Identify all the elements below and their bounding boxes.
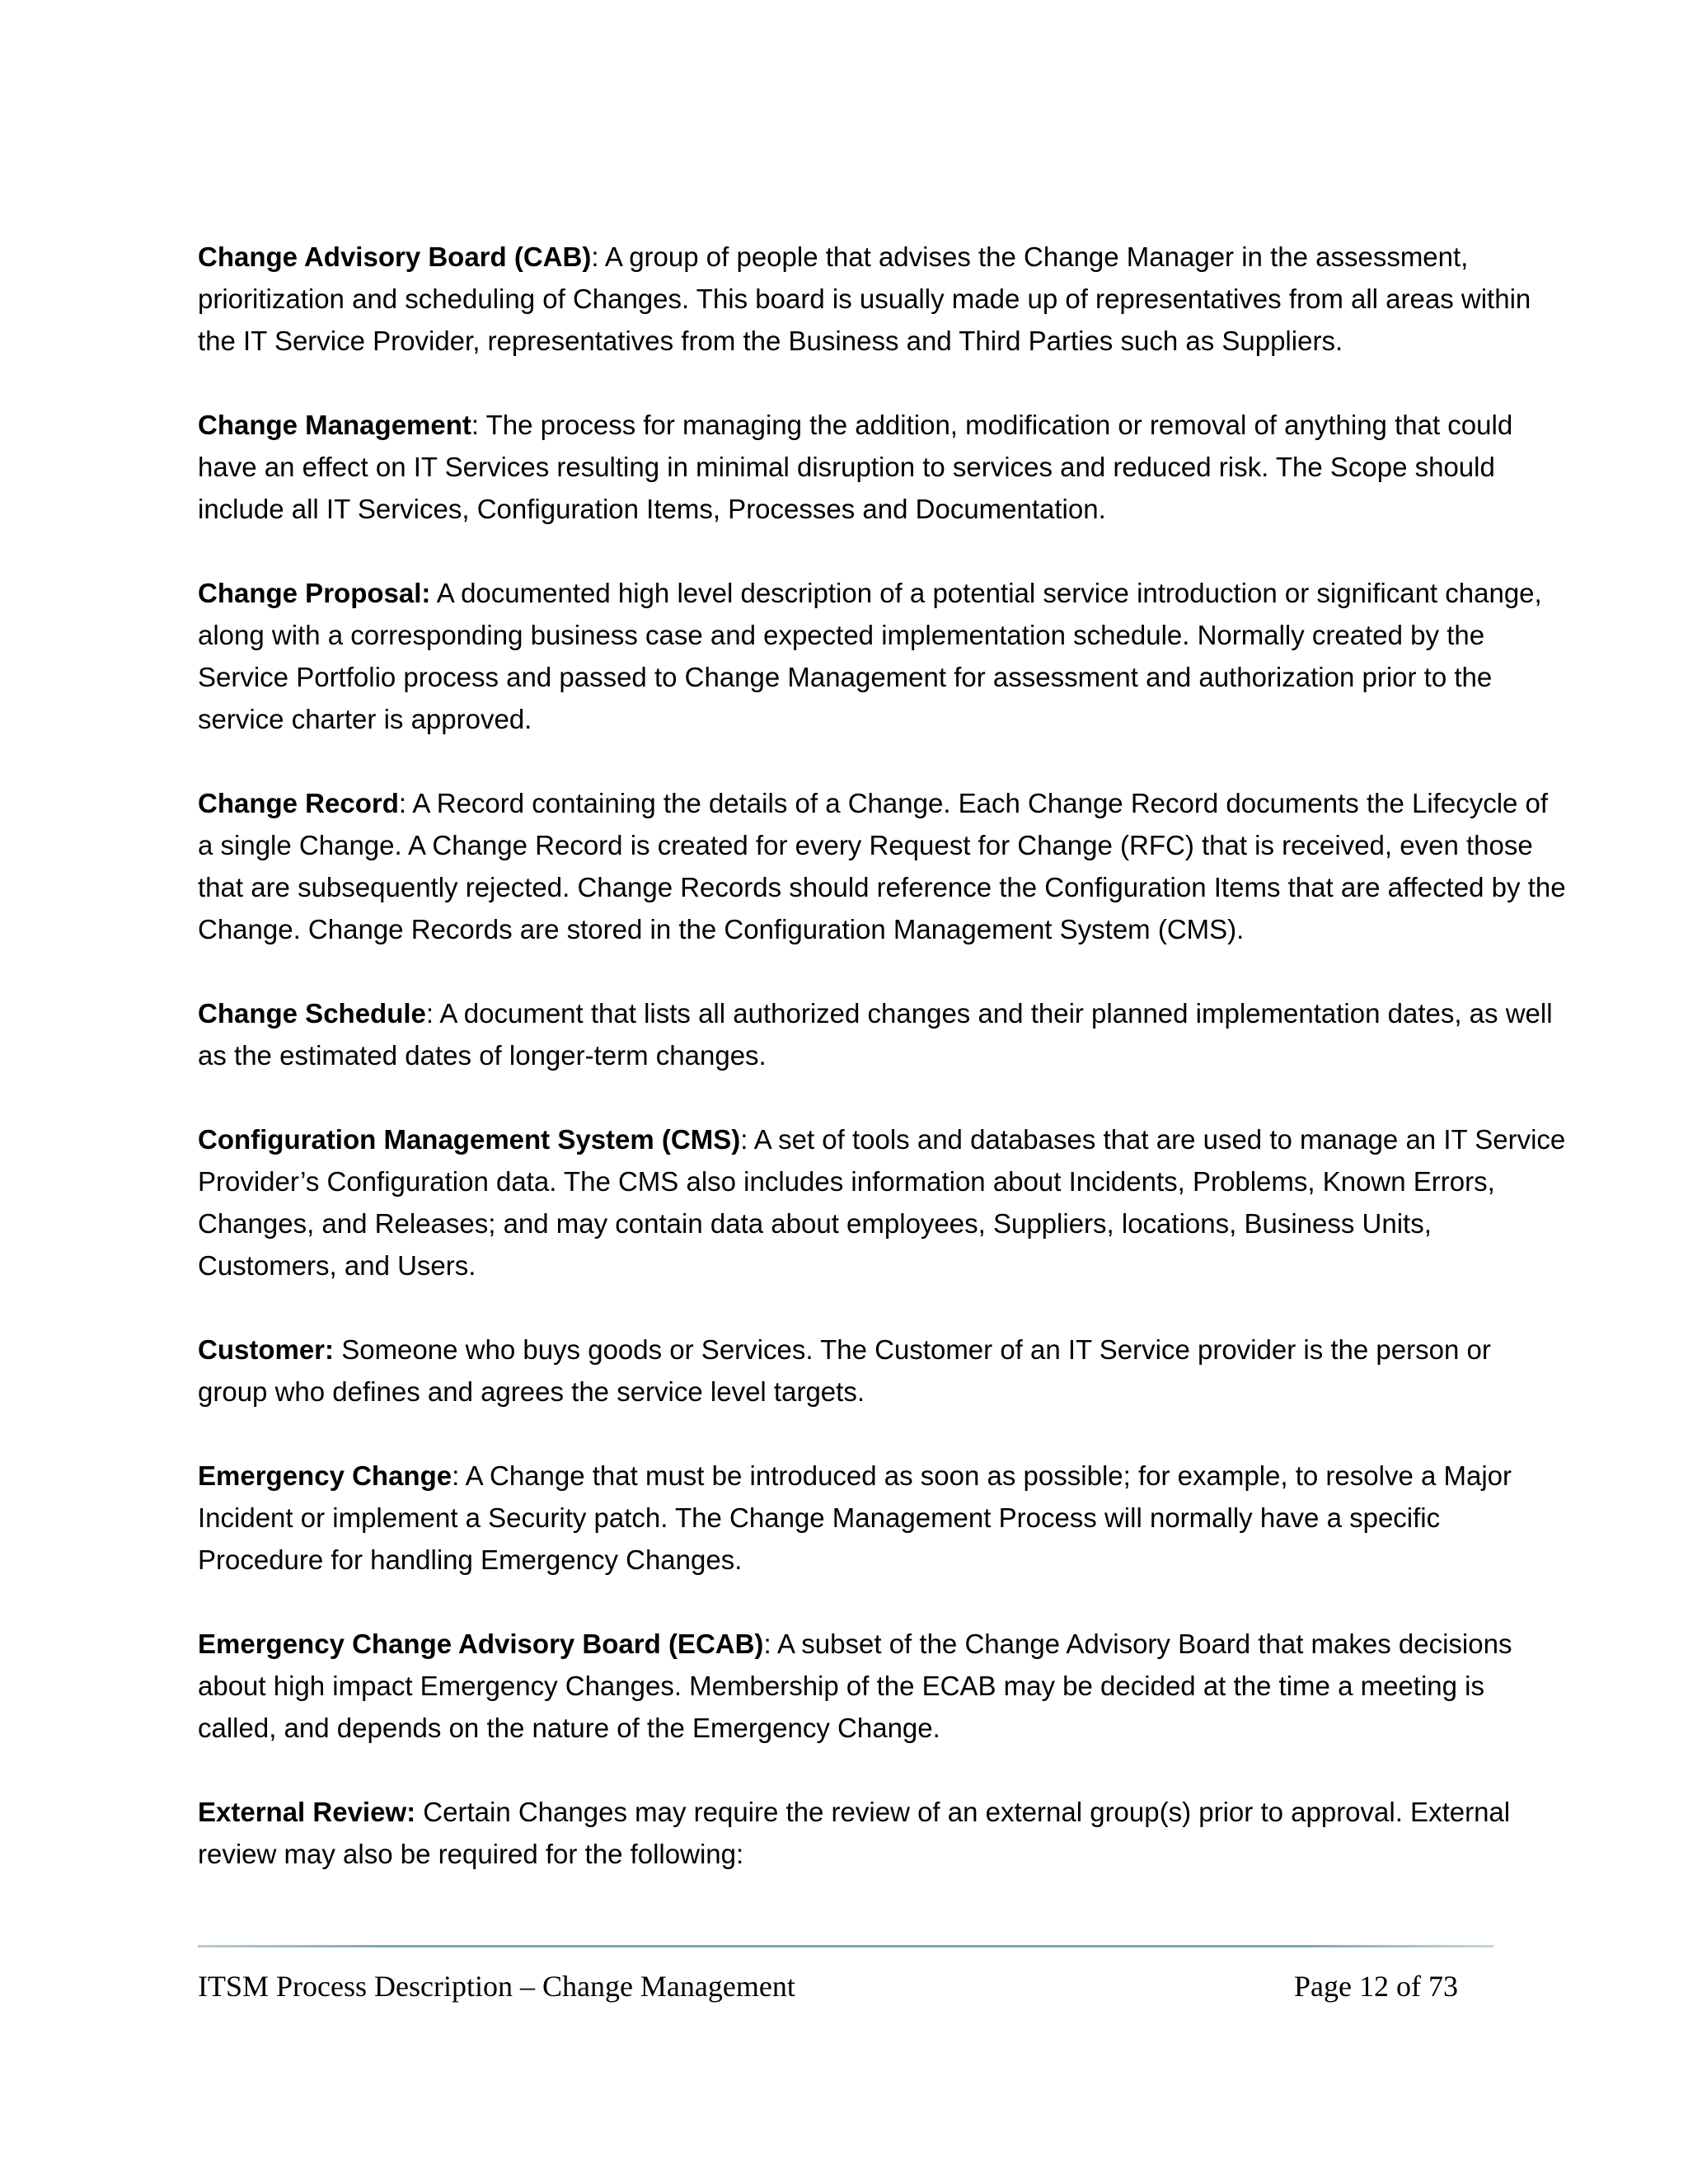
glossary-term: Customer:	[198, 1334, 335, 1365]
glossary-entry-cab	[198, 236, 1566, 362]
glossary-term: Change Schedule	[198, 998, 426, 1029]
glossary-entry-emergency-change	[198, 1455, 1566, 1581]
glossary-term: Configuration Management System (CMS)	[198, 1124, 741, 1155]
glossary-definition: : A set of tools and databases that are used to manage an IT Service Provider’s Configuration data. The CMS also includes information about Incidents, Problems, Known Errors, Changes, and Releases; and may contain data about employees, Suppliers, locations, Business Units, Customers, and Users.	[198, 1124, 1566, 1281]
glossary-term: Change Record	[198, 788, 399, 818]
footer-document-title: ITSM Process Description – Change Management	[198, 1970, 795, 2003]
glossary-entry-customer	[198, 1329, 1566, 1413]
glossary-definition: : A document that lists all authorized changes and their planned implementation dates, as well as the estimated dates of longer-term changes.	[198, 998, 1553, 1071]
glossary-term: Emergency Change Advisory Board (ECAB)	[198, 1629, 764, 1659]
glossary-entry-change-management	[198, 404, 1566, 530]
glossary-entry-change-proposal	[198, 572, 1566, 740]
glossary-definition: : A Change that must be introduced as soon as possible; for example, to resolve a Major Incident or implement a Security patch. The Change Management Process will normally have a specific Procedure for handling Emergency Changes.	[198, 1460, 1512, 1575]
footer-divider	[198, 1945, 1493, 1947]
glossary-entry-change-record	[198, 782, 1566, 950]
glossary-entry-ecab	[198, 1623, 1566, 1749]
glossary-definition: Someone who buys goods or Services. The Customer of an IT Service provider is the person or group who defines and agrees the service level targets.	[198, 1334, 1491, 1407]
glossary-definition: : The process for managing the addition, modification or removal of anything that could have an effect on IT Services resulting in minimal disruption to services and reduced risk. The Scope should include all IT Services, Configuration Items, Processes and Documentation.	[198, 410, 1513, 524]
glossary-entry-change-schedule	[198, 992, 1566, 1076]
glossary-term: Change Advisory Board (CAB)	[198, 241, 592, 272]
footer-page-number: Page 12 of 73	[1294, 1970, 1458, 2003]
glossary-content	[198, 236, 1566, 1917]
glossary-definition: : A Record containing the details of a Change. Each Change Record documents the Lifecycle of a single Change. A Change Record is created for every Request for Change (RFC) that is received, even those that are subsequently rejected. Change Records should reference the Configuration Items that are affected by the Change. Change Records are stored in the Configuration Management System (CMS).	[198, 788, 1566, 944]
glossary-definition: : A group of people that advises the Change Manager in the assessment, prioritization and scheduling of Changes. This board is usually made up of representatives from all areas within the IT Service Provider, representatives from the Business and Third Parties such as Suppliers.	[198, 241, 1531, 356]
glossary-term: Change Management	[198, 410, 471, 440]
glossary-term: Change Proposal:	[198, 578, 431, 608]
glossary-term: Emergency Change	[198, 1460, 452, 1491]
glossary-term: External Review:	[198, 1797, 416, 1827]
glossary-definition: : A subset of the Change Advisory Board that makes decisions about high impact Emergency Changes. Membership of the ECAB may be decided at the time a meeting is called, and depends on the nature of the Emergency Change.	[198, 1629, 1512, 1743]
glossary-definition: A documented high level description of a potential service introduction or significant change, along with a corresponding business case and expected implementation schedule. Normally created by the Service Portfolio process and passed to Change Management for assessment and authorization prior to the service charter is approved.	[198, 578, 1542, 734]
glossary-entry-cms	[198, 1118, 1566, 1286]
glossary-definition: Certain Changes may require the review of an external group(s) prior to approval. External review may also be required for the following:	[198, 1797, 1511, 1869]
glossary-entry-external-review	[198, 1791, 1566, 1875]
